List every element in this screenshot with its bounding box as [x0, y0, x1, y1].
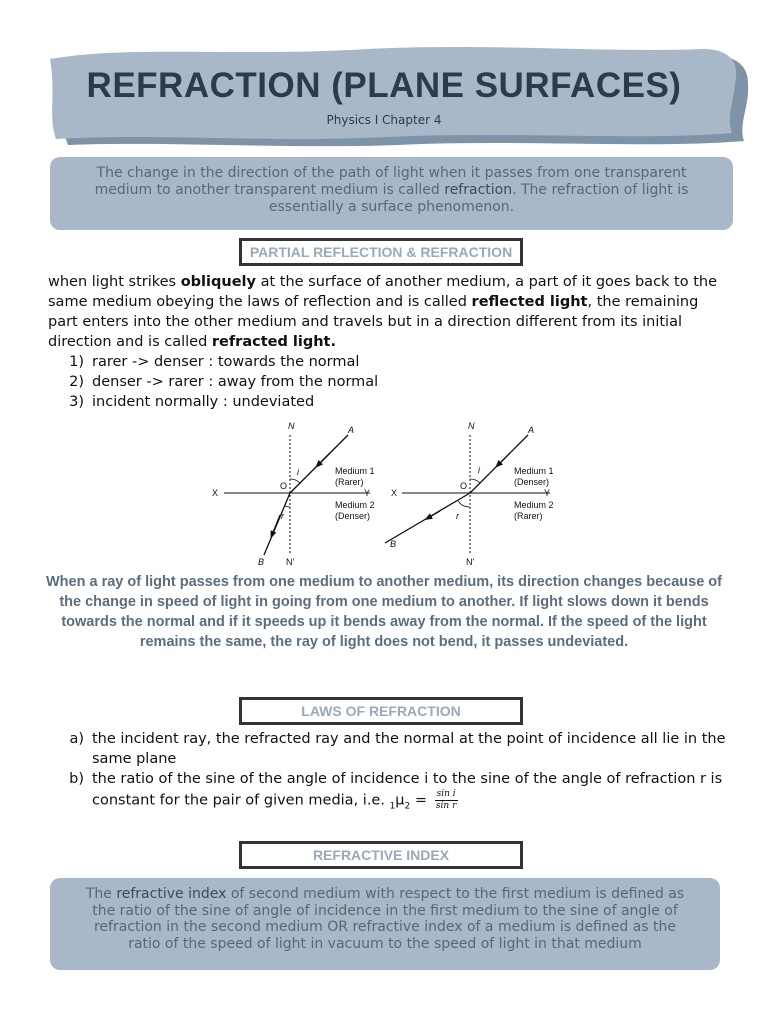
label-X: X	[391, 488, 398, 498]
medium1-label: Medium 1	[335, 466, 375, 476]
law-text: the incident ray, the refracted ray and the normal at the point of incidence all lie in the same plane	[92, 731, 726, 767]
list-item	[38, 352, 728, 372]
list-item	[38, 372, 728, 392]
para-text: , the remaining part enters into the other medium and travels but in a direction different from its initial direction and is called	[48, 294, 699, 350]
list-number: 1)	[69, 354, 84, 370]
label-B: B	[390, 539, 397, 549]
list-text: denser -> rarer : away from the normal	[92, 374, 379, 390]
refraction-diagrams	[0, 415, 768, 575]
label-Y: Y	[364, 488, 371, 498]
page-subtitle: Physics I Chapter 4	[326, 113, 442, 127]
formula-subscript-1: 1	[389, 801, 396, 812]
list-number: 3)	[69, 394, 84, 410]
law-item-b	[38, 769, 728, 816]
label-O: O	[280, 481, 288, 491]
laws-list	[48, 729, 728, 816]
label-N-prime: N'	[466, 557, 475, 567]
label-A: A	[528, 425, 535, 435]
law-text-b	[92, 769, 728, 816]
index-highlight: refractive index	[116, 886, 227, 902]
formula-equals: =	[410, 792, 432, 809]
law-label: b)	[69, 771, 84, 787]
formula-numerator: sin i	[436, 789, 456, 799]
label-A: A	[348, 425, 355, 435]
formula-subscript-2: 2	[404, 801, 411, 812]
diagram-denser-to-rarer	[385, 421, 554, 567]
page-title: REFRACTION (PLANE SURFACES)	[86, 66, 682, 105]
law-text: the ratio of the sine of the angle of incidence i to the sine of the angle of refraction r is constant for the pair of given media, i.e.	[92, 771, 723, 809]
medium2-label: Medium 2	[335, 500, 375, 510]
medium2-type: (Denser)	[335, 511, 371, 521]
bold-obliquely: obliquely	[180, 274, 256, 290]
label-N: N	[288, 421, 295, 431]
intro-text-after: . The refraction of light is essentially a surface phenomenon.	[268, 182, 689, 215]
label-X: X	[212, 488, 219, 498]
label-i: i	[297, 467, 299, 477]
formula-denominator: sin r	[435, 801, 457, 811]
label-Y: Y	[544, 488, 551, 498]
law-item-a	[38, 729, 728, 769]
index-text-before: The	[85, 886, 117, 902]
law-label: a)	[69, 731, 84, 747]
definition-box	[50, 157, 733, 230]
medium1-type: (Rarer)	[335, 477, 364, 487]
intro-text-before: The change in the direction of the path of light when it passes from one transparent medium to another transparent medium is called	[94, 165, 687, 198]
para-text: when light strikes	[48, 274, 181, 290]
section-heading-partial: PARTIAL REFLECTION & REFRACTION	[239, 238, 523, 266]
refraction-cases-list	[38, 352, 728, 412]
medium1-label: Medium 1	[514, 466, 554, 476]
diagram-rarer-to-denser	[212, 421, 375, 567]
label-B: B	[258, 557, 265, 567]
list-item	[38, 392, 728, 412]
section-heading-index: REFRACTIVE INDEX	[239, 841, 523, 869]
refractive-index-box	[50, 878, 720, 970]
para-text: at the surface of another medium, a part of it goes back to the same medium obeying the laws of reflection and is called	[48, 274, 718, 310]
list-number: 2)	[69, 374, 84, 390]
bold-reflected-light: reflected light	[471, 294, 588, 310]
formula-mu: μ	[395, 792, 405, 809]
list-text: incident normally : undeviated	[92, 394, 315, 410]
label-O: O	[460, 481, 468, 491]
refraction-explanation: When a ray of light passes from one medium to another medium, its direction changes because of the change in speed of light in going from one medium to another. If light slows down it bends towards the normal and if it speeds up it bends away from the normal. If the speed of the light remains the same, the ray of light does not bend, it passes undeviated.	[46, 574, 722, 650]
medium1-type: (Denser)	[514, 477, 550, 487]
intro-highlight: refraction	[444, 182, 513, 198]
label-N-prime: N'	[286, 557, 295, 567]
partial-reflection-paragraph	[48, 272, 728, 412]
label-r: r	[456, 511, 459, 521]
medium2-type: (Rarer)	[514, 511, 543, 521]
medium2-label: Medium 2	[514, 500, 554, 510]
label-r: r	[281, 511, 284, 521]
section-heading-laws: LAWS OF REFRACTION	[239, 697, 523, 725]
index-text-after: of second medium with respect to the first medium is defined as the ratio of the sine of angle of incidence in the first medium to the sine of angle of refraction in the second medium OR refractive index of a medium is defined as the ratio of the speed of light in vacuum to the speed of light in that medium	[92, 886, 685, 952]
label-N: N	[468, 421, 475, 431]
bold-refracted-light: refracted light.	[211, 334, 336, 350]
list-text: rarer -> denser : towards the normal	[92, 354, 360, 370]
label-i: i	[478, 465, 480, 475]
formula-fraction	[435, 789, 458, 812]
